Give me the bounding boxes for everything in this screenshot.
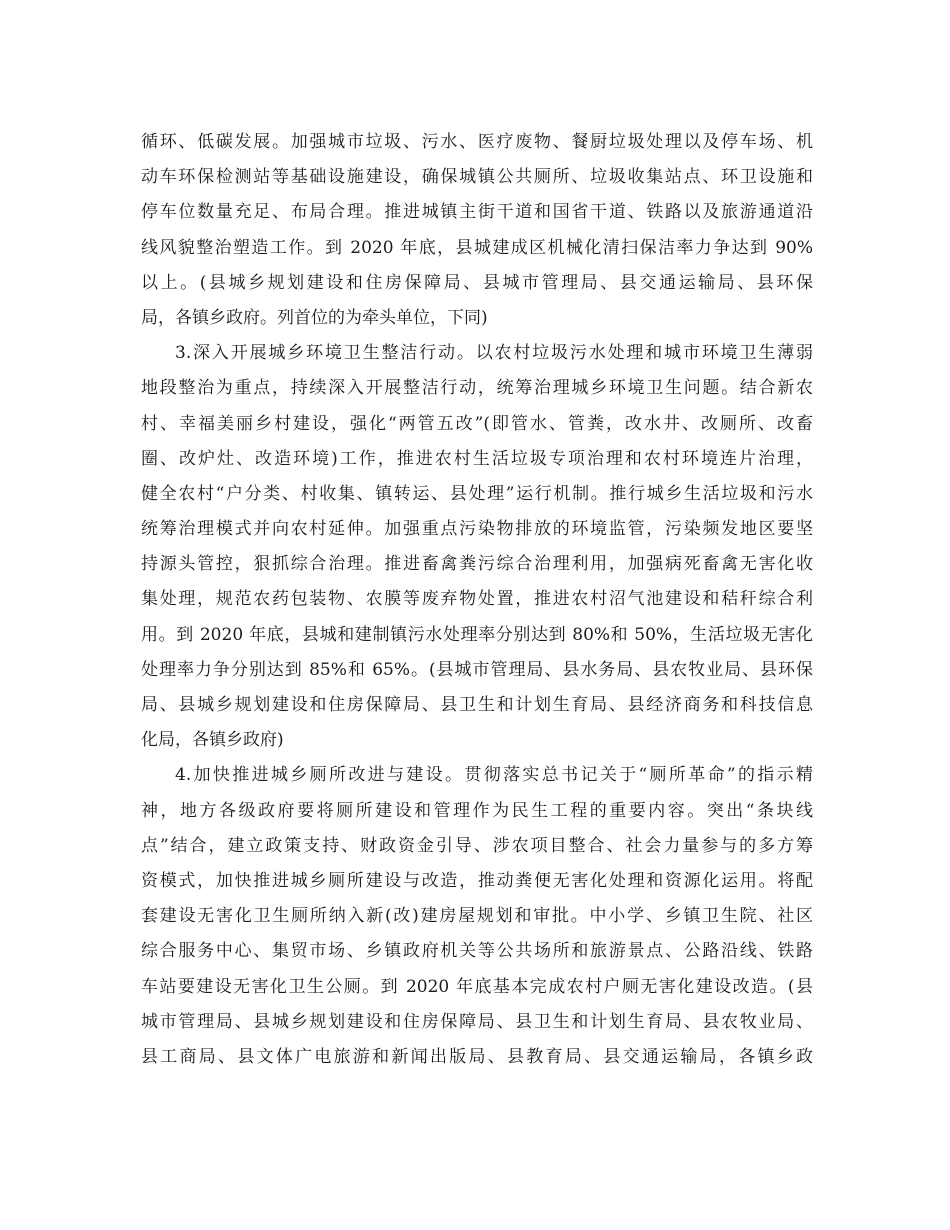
- document-body: [141, 125, 813, 1075]
- paragraph-3-heading-line: 3.深入开展城乡环境卫生整洁行动。以农村垃圾污水处理和城市环境卫生薄弱: [175, 343, 813, 364]
- text-line: 线风貌整治塑造工作。到 2020 年底，县城建成区机械化清扫保洁率力争达到 90%: [141, 237, 813, 258]
- text-line: 以上。(县城乡规划建设和住房保障局、县城市管理局、县交通运输局、县环保: [141, 272, 813, 293]
- text-line: 点”结合，建立政策支持、财政资金引导、涉农项目整合、社会力量参与的多方筹: [141, 835, 813, 856]
- text-line: 集处理，规范农药包装物、农膜等废弃物处置，推进农村沼气池建设和秸秆综合利: [141, 589, 813, 610]
- text-line: 圈、改炉灶、改造环境)工作，推进农村生活垃圾专项治理和农村环境连片治理，: [141, 448, 813, 469]
- text-line: 局、县城乡规划建设和住房保障局、县卫生和计划生育局、县经济商务和科技信息: [141, 695, 813, 715]
- text-line: 县工商局、县文体广电旅游和新闻出版局、县教育局、县交通运输局，各镇乡政: [141, 1046, 813, 1067]
- text-line: 神，地方各级政府要将厕所建设和管理作为民生工程的重要内容。突出“条块线: [141, 800, 813, 821]
- text-line: 综合服务中心、集贸市场、乡镇政府机关等公共场所和旅游景点、公路沿线、铁路: [141, 941, 813, 962]
- text-line: 健全农村“户分类、村收集、镇转运、县处理”运行机制。推行城乡生活垃圾和污水: [141, 483, 813, 504]
- text-line: 地段整治为重点，持续深入开展整洁行动，统筹治理城乡环境卫生问题。结合新农: [141, 378, 813, 399]
- paragraph-4-heading-line: 4.加快推进城乡厕所改进与建设。贯彻落实总书记关于“厕所革命”的指示精: [175, 765, 813, 786]
- text-line: 化局，各镇乡政府): [141, 730, 284, 751]
- text-line: 套建设无害化卫生厕所纳入新(改)建房屋规划和审批。中小学、乡镇卫生院、社区: [141, 906, 813, 927]
- text-line: 车站要建设无害化卫生公厕。到 2020 年底基本完成农村户厕无害化建设改造。(县: [141, 976, 813, 997]
- text-line: 用。到 2020 年底，县城和建制镇污水处理率分别达到 80%和 50%，生活垃圾无害化: [141, 624, 813, 645]
- text-line: 持源头管控，狠抓综合治理。推进畜禽粪污综合治理利用，加强病死畜禽无害化收: [141, 554, 813, 575]
- text-line: 停车位数量充足、布局合理。推进城镇主街干道和国省干道、铁路以及旅游通道沿: [141, 202, 813, 223]
- text-line: 动车环保检测站等基础设施建设，确保城镇公共厕所、垃圾收集站点、环卫设施和: [141, 167, 813, 188]
- text-line: 资模式，加快推进城乡厕所建设与改造，推动粪便无害化处理和资源化运用。将配: [141, 870, 813, 891]
- text-line: 处理率力争分别达到 85%和 65%。(县城市管理局、县水务局、县农牧业局、县环保: [141, 659, 813, 680]
- text-line: 统筹治理模式并向农村延伸。加强重点污染物排放的环境监管，污染频发地区要坚: [141, 519, 813, 540]
- text-line: 循环、低碳发展。加强城市垃圾、污水、医疗废物、餐厨垃圾处理以及停车场、机: [141, 132, 813, 152]
- text-line: 城市管理局、县城乡规划建设和住房保障局、县卫生和计划生育局、县农牧业局、: [141, 1011, 813, 1032]
- text-line: 村、幸福美丽乡村建设，强化“两管五改”(即管水、管粪，改水井、改厕所、改畜: [141, 413, 813, 434]
- text-line: 局，各镇乡政府。列首位的为牵头单位，下同): [141, 307, 488, 328]
